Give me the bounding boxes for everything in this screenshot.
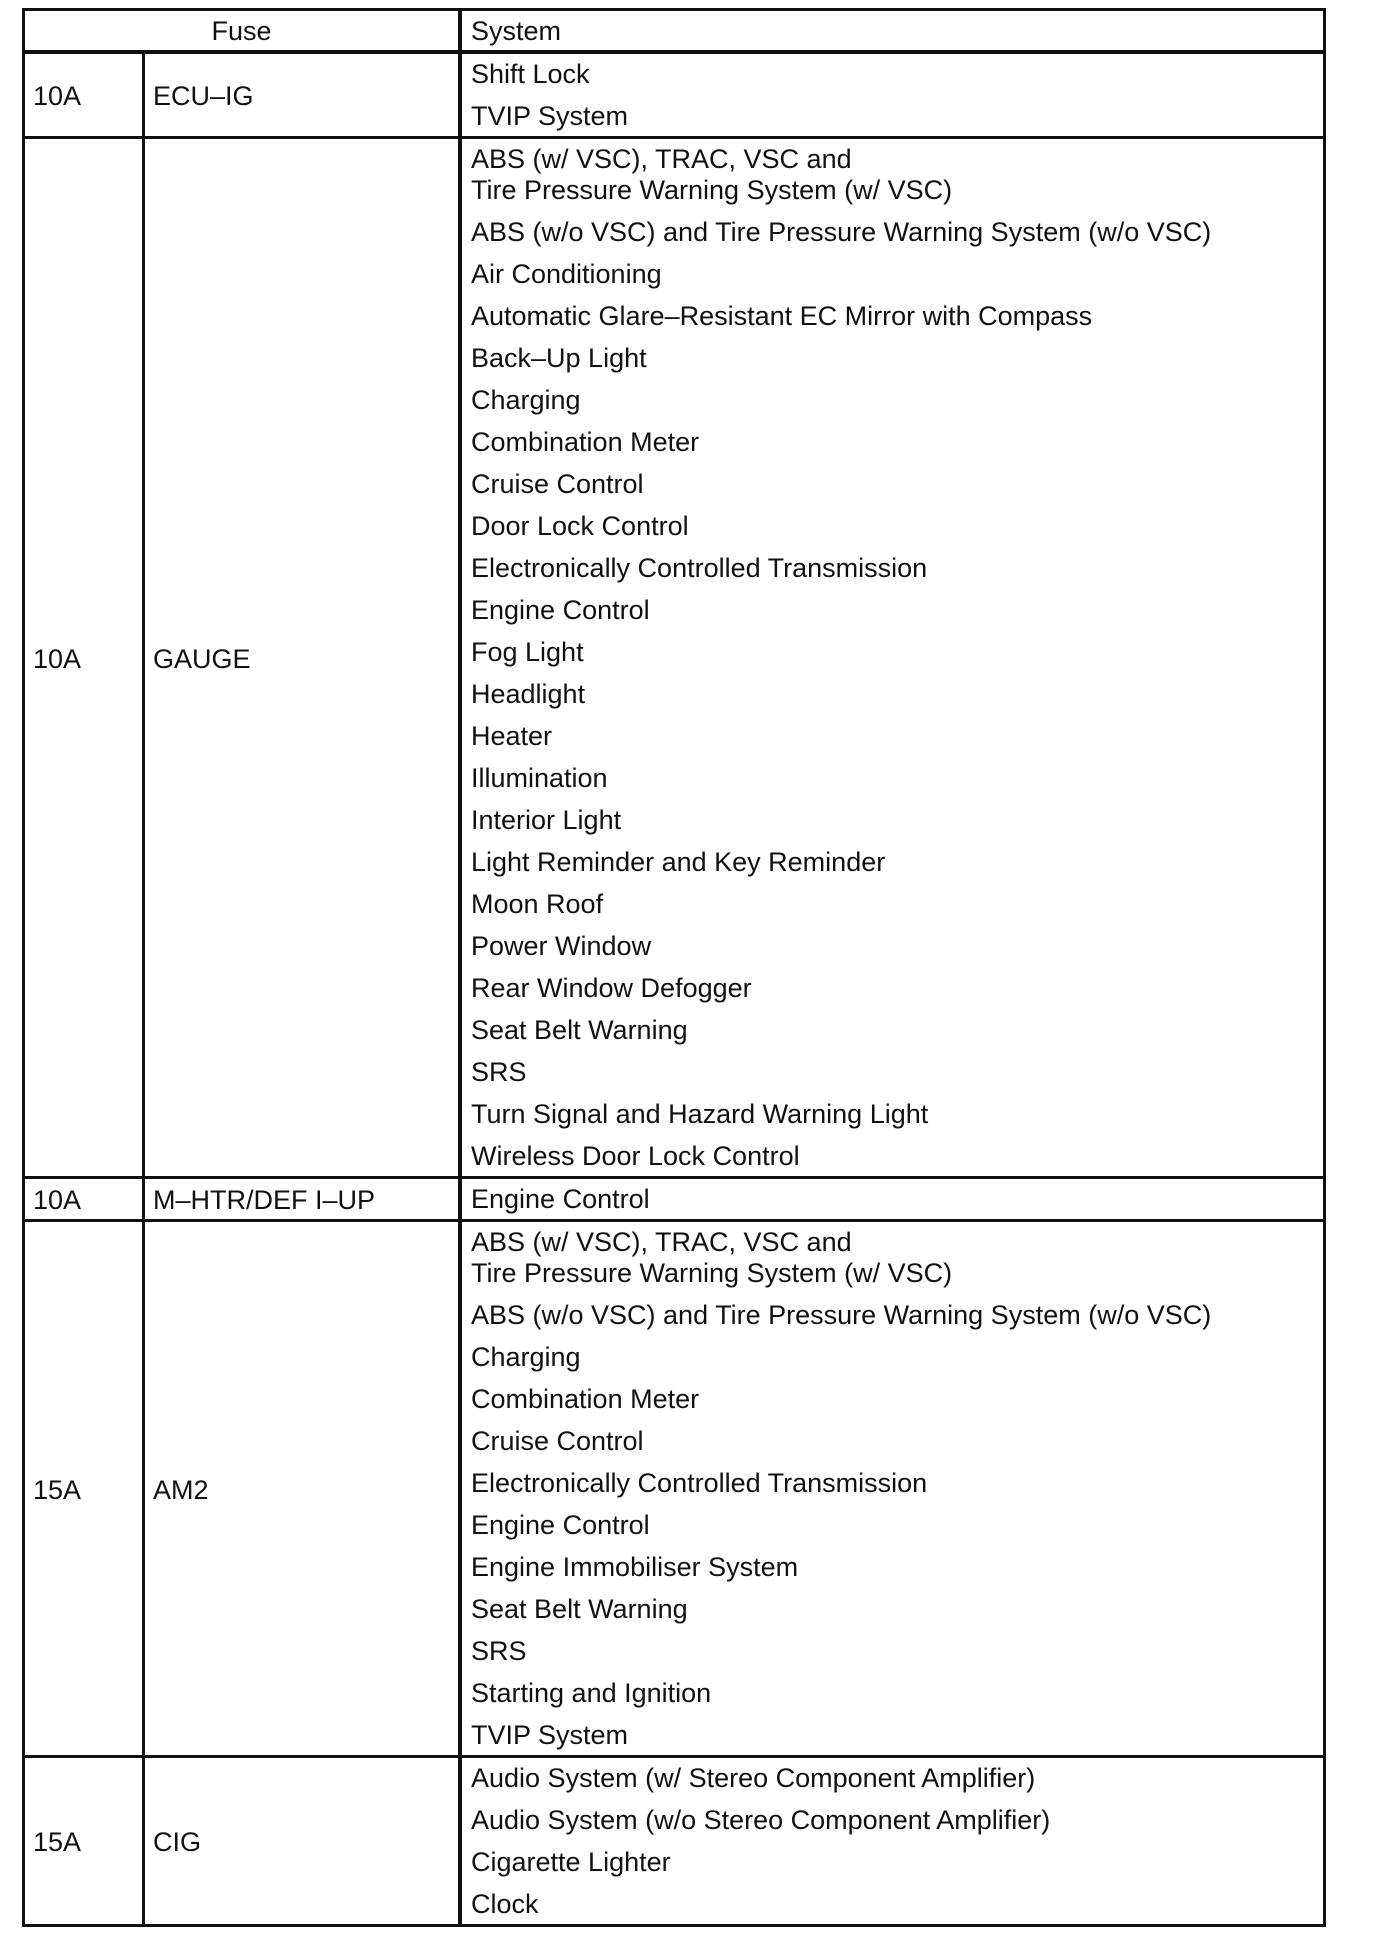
system-list xyxy=(471,1758,1323,1924)
system-item: Seat Belt Warning xyxy=(471,1594,688,1624)
system-item: Rear Window Defogger xyxy=(471,973,752,1003)
table-row xyxy=(22,54,1326,139)
system-column-header: System xyxy=(471,16,562,46)
system-item: Heater xyxy=(471,721,553,751)
system-item: Audio System (w/ Stereo Component Amplifier) xyxy=(471,1763,1036,1793)
fuse-name: M–HTR/DEF I–UP xyxy=(153,1185,376,1215)
system-item: Clock xyxy=(471,1889,539,1919)
system-item: ABS (w/o VSC) and Tire Pressure Warning System (w/o VSC) xyxy=(471,217,1212,247)
system-item: Headlight xyxy=(471,679,586,709)
fuse-table xyxy=(22,8,1326,1927)
system-list xyxy=(471,54,1323,136)
system-item: Light Reminder and Key Reminder xyxy=(471,847,886,877)
system-item: Combination Meter xyxy=(471,1384,700,1414)
system-item: SRS xyxy=(471,1636,527,1666)
system-item: TVIP System xyxy=(471,1720,629,1750)
system-list xyxy=(471,139,1323,1176)
system-item: Engine Control xyxy=(471,595,650,625)
fuse-name: GAUGE xyxy=(153,644,251,674)
system-item: Cruise Control xyxy=(471,1426,644,1456)
fuse-amperage: 10A xyxy=(33,81,82,111)
system-item: Moon Roof xyxy=(471,889,604,919)
fuse-amperage: 10A xyxy=(33,644,82,674)
system-item: SRS xyxy=(471,1057,527,1087)
system-item: Turn Signal and Hazard Warning Light xyxy=(471,1099,929,1129)
table-row xyxy=(22,1222,1326,1758)
system-item: ABS (w/ VSC), TRAC, VSC and Tire Pressure Warning System (w/ VSC) xyxy=(471,144,953,205)
system-item: Illumination xyxy=(471,763,608,793)
system-item: Seat Belt Warning xyxy=(471,1015,688,1045)
system-item: Interior Light xyxy=(471,805,622,835)
fuse-amperage: 15A xyxy=(33,1475,82,1505)
system-item: ABS (w/o VSC) and Tire Pressure Warning System (w/o VSC) xyxy=(471,1300,1212,1330)
system-item: Automatic Glare–Resistant EC Mirror with Compass xyxy=(471,301,1093,331)
fuse-amperage: 15A xyxy=(33,1827,82,1857)
system-list xyxy=(471,1179,1323,1219)
table-body xyxy=(22,54,1326,1927)
fuse-amperage: 10A xyxy=(33,1185,82,1215)
system-item: Fog Light xyxy=(471,637,584,667)
system-item: Charging xyxy=(471,1342,581,1372)
fuse-column-header: Fuse xyxy=(211,16,272,46)
system-item: Engine Control xyxy=(471,1510,650,1540)
table-row xyxy=(22,139,1326,1179)
system-item: Engine Control xyxy=(471,1184,650,1214)
table-row xyxy=(22,1179,1326,1222)
fuse-name: CIG xyxy=(153,1827,202,1857)
system-item: Air Conditioning xyxy=(471,259,662,289)
system-item: Starting and Ignition xyxy=(471,1678,712,1708)
system-item: Cruise Control xyxy=(471,469,644,499)
fuse-name: AM2 xyxy=(153,1475,209,1505)
system-item: Electronically Controlled Transmission xyxy=(471,1468,928,1498)
system-item: Power Window xyxy=(471,931,652,961)
system-item: Charging xyxy=(471,385,581,415)
system-list xyxy=(471,1222,1323,1755)
system-item: Combination Meter xyxy=(471,427,700,457)
system-item: Door Lock Control xyxy=(471,511,689,541)
system-item: Back–Up Light xyxy=(471,343,647,373)
system-item: Audio System (w/o Stereo Component Amplifier) xyxy=(471,1805,1051,1835)
table-row xyxy=(22,1758,1326,1927)
table-header xyxy=(22,8,1326,54)
system-item: Shift Lock xyxy=(471,59,590,89)
fuse-name: ECU–IG xyxy=(153,81,254,111)
system-item: Engine Immobiliser System xyxy=(471,1552,799,1582)
system-item: TVIP System xyxy=(471,101,629,131)
system-item: Electronically Controlled Transmission xyxy=(471,553,928,583)
system-item: ABS (w/ VSC), TRAC, VSC and Tire Pressure Warning System (w/ VSC) xyxy=(471,1227,953,1288)
system-item: Cigarette Lighter xyxy=(471,1847,671,1877)
system-item: Wireless Door Lock Control xyxy=(471,1141,800,1171)
